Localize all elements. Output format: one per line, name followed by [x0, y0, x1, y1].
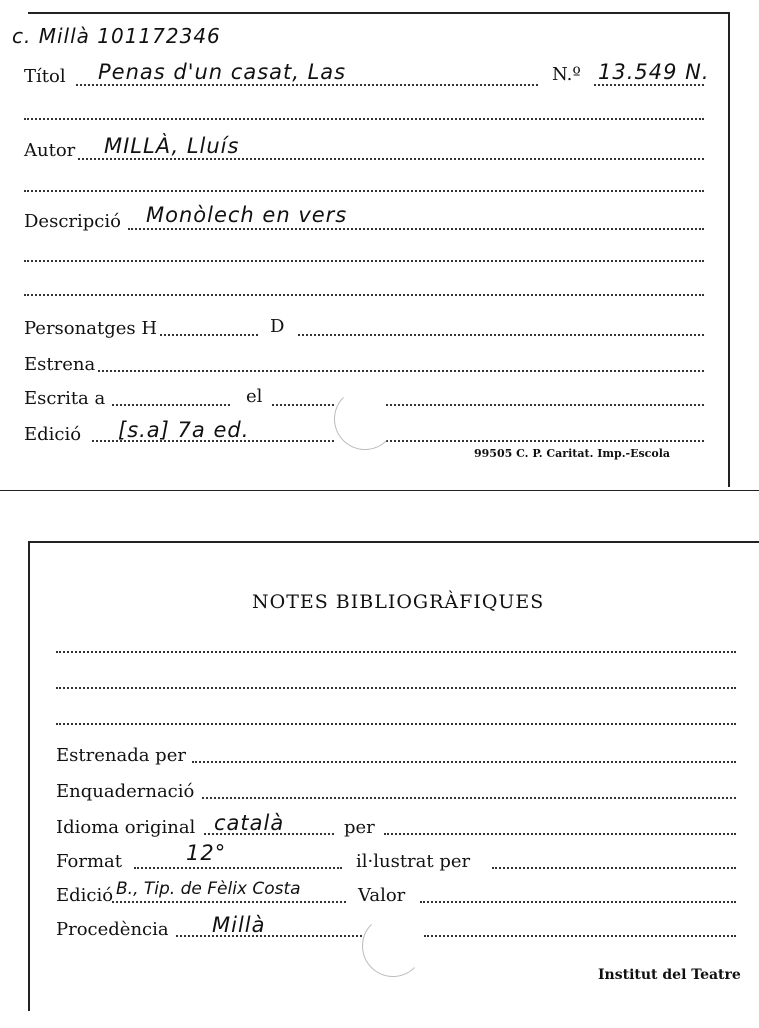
- titol-line-2: [24, 118, 704, 120]
- procedencia-value: Millà: [212, 913, 266, 937]
- estrena-line: [98, 370, 704, 372]
- idioma-per-line: [384, 833, 736, 835]
- card-left-edge: [28, 541, 30, 1011]
- edicio-value: [s.a] 7a ed.: [118, 418, 250, 442]
- format-il-label: il·lustrat per: [356, 851, 471, 872]
- autor-line-2: [24, 190, 704, 192]
- idioma-label: Idioma original: [56, 817, 196, 838]
- autor-value: MILLÀ, Lluís: [104, 134, 240, 158]
- back-card: [0, 495, 759, 1028]
- idioma-per-label: per: [344, 817, 375, 838]
- procedencia-line: [176, 935, 362, 937]
- format-value: 12°: [186, 841, 227, 865]
- edicio-value: B., Tip. de Fèlix Costa: [116, 879, 301, 899]
- format-il-line: [492, 867, 736, 869]
- edicio-label: Edició: [56, 885, 114, 906]
- escrita-el-label: el: [246, 386, 263, 407]
- descripcio-value: Monòlech en vers: [146, 203, 348, 227]
- descripcio-line-3: [24, 294, 704, 296]
- institution-footer: Institut del Teatre: [598, 967, 741, 983]
- estrenada-label: Estrenada per: [56, 745, 186, 766]
- personatges-d-label: D: [270, 316, 285, 337]
- numero-label: N.º: [552, 64, 581, 85]
- edicio-label: Edició: [24, 424, 82, 445]
- titol-label: Títol: [24, 66, 66, 87]
- procedencia-label: Procedència: [56, 919, 169, 940]
- front-card: [0, 0, 759, 495]
- edicio-valor-label: Valor: [358, 885, 406, 906]
- notes-line-3: [56, 723, 736, 725]
- descripcio-line: [128, 228, 704, 230]
- format-label: Format: [56, 851, 122, 872]
- edicio-valor-line: [420, 901, 736, 903]
- personatges-label: Personatges H: [24, 318, 158, 339]
- escrita-el-line-2: [386, 404, 704, 406]
- punch-hole: [334, 388, 396, 450]
- descripcio-label: Descripció: [24, 211, 121, 232]
- autor-line: [78, 158, 704, 160]
- notes-line-1: [56, 651, 736, 653]
- punch-hole: [362, 915, 424, 977]
- escrita-el-line: [272, 404, 334, 406]
- card-right-edge: [728, 12, 730, 487]
- enquadernacio-line: [202, 797, 736, 799]
- edicio-line-2: [386, 440, 704, 442]
- notes-line-2: [56, 687, 736, 689]
- card-top-edge: [30, 541, 759, 543]
- autor-label: Autor: [24, 140, 76, 161]
- card-bottom-edge: [0, 490, 759, 491]
- printer-imprint: 99505 C. P. Caritat. Imp.-Escola: [474, 447, 671, 460]
- titol-line: [76, 84, 538, 86]
- card-top-edge: [28, 12, 730, 14]
- numero-line: [594, 84, 704, 86]
- idioma-value: català: [214, 811, 285, 835]
- format-line: [134, 867, 342, 869]
- edicio-line: [112, 901, 346, 903]
- estrena-label: Estrena: [24, 354, 96, 375]
- titol-value: Penas d'un casat, Las: [98, 60, 347, 84]
- escrita-a-line: [112, 404, 230, 406]
- personatges-d-line: [298, 334, 704, 336]
- personatges-h-line: [160, 334, 258, 336]
- escrita-label: Escrita a: [24, 388, 106, 409]
- notes-title: NOTES BIBLIOGRÀFIQUES: [252, 591, 545, 613]
- numero-value: 13.549 N.: [598, 60, 710, 84]
- descripcio-line-2: [24, 260, 704, 262]
- call-number: c. Millà 101172346: [12, 24, 221, 48]
- estrenada-line: [192, 761, 736, 763]
- enquadernacio-label: Enquadernació: [56, 781, 195, 802]
- procedencia-line-2: [424, 935, 736, 937]
